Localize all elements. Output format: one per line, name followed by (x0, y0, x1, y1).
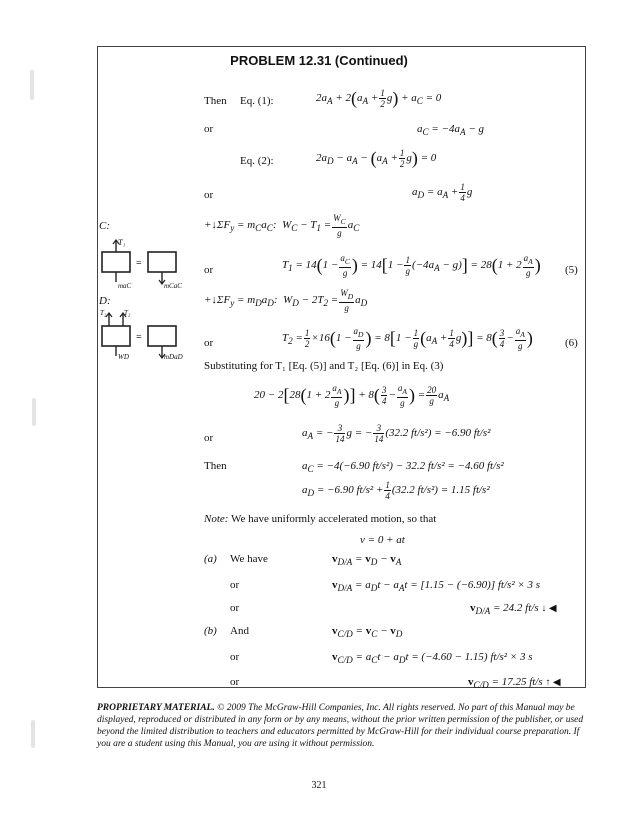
free-body-diagram-c (100, 238, 190, 288)
note-body: We have uniformly accelerated motion, so that (231, 513, 437, 525)
label-then: Then (204, 95, 227, 107)
scan-mark (30, 70, 34, 100)
footer-text: © 2009 The McGraw-Hill Companies, Inc. All rights reserved. No part of this Manual may be displayed, reproduced or distributed in any form or by any means, without the prior written permission of the publisher, or used beyond the limited distribution to teachers and educators permitted by McGraw-Hill for their individual course preparation. If you are a student using this Manual, you are using it without permission. (97, 703, 584, 749)
label-or: or (230, 579, 240, 591)
equation-17: $v_{C/D} = v_C - v_D$ (332, 625, 403, 640)
page-number: 321 (311, 780, 327, 791)
answer-a: $v_{D/A} = 24.2$ ft/s ↓ ◀ (470, 602, 557, 617)
equation-6: $T_1 = 14(1$ − $\frac{a_C}{g}$ ) = 14[1 − $\frac{1}{g}$ $(-4a_A - g)] = 28(1 + 2$ $\frac{a_A}{g}$ ) (282, 253, 541, 278)
equation-8: $T_2$ = $\frac{1}{2}$ ×16(1 − $\frac{a_D}{g}$ ) = 8[1 − $\frac{1}{g}$ ($a_A$ + $\frac{1}{4}$ g)] = 8( $\frac{3}{4}$ − $\frac{a_A}{g}$ ) (282, 326, 533, 351)
equation-number-5: (5) (565, 264, 578, 276)
equation-4: $a_D = a_A$ + $\frac{1}{4}$ g (412, 182, 473, 203)
equation-2: $a_C = -4a_A - g$ (417, 123, 484, 138)
label-and: And (230, 625, 249, 637)
svg-text:=: = (136, 258, 142, 269)
part-a-label: (a) (204, 553, 217, 565)
fbd-c-tension: T₁ (118, 238, 126, 247)
scan-mark (32, 398, 36, 426)
equation-10: $a_A$ = − $\frac{3}{14}$ g = − $\frac{3}{14}$ (32.2 ft/s²) = −6.90 ft/s² (302, 423, 491, 444)
label-or: or (204, 432, 214, 444)
label-eq2: Eq. (2): (240, 155, 274, 167)
fbd-d-inertia: mDaD (164, 353, 183, 361)
scan-mark (31, 720, 35, 748)
equation-7: $+↓\Sigma F_y = m_Da_D$: $W_D - 2T_2$ = $\frac{W_D}{g}$ $a_D$ (204, 288, 368, 313)
label-or: or (204, 337, 214, 349)
footer-copyright (97, 702, 586, 750)
equation-15: $v_{D/A} = a_Dt - a_At = [1.15 - (-6.90)] ft/s^2 \times 3$ s (332, 579, 541, 594)
note-text (204, 513, 436, 525)
fbd-d-tension-right: T₂ (124, 309, 131, 317)
equation-5: $+↓\Sigma F_y = m_Ca_C$: $W_C - T_1$ = $\frac{W_C}{g}$ $a_C$ (204, 213, 360, 238)
label-or: or (204, 189, 214, 201)
label-then: Then (204, 460, 227, 472)
label-or: or (204, 123, 214, 135)
label-or: or (204, 264, 214, 276)
label-C: C: (99, 220, 110, 232)
equation-11: $a_C = -4(-6.90$ ft/s²) − 32.2 ft/s² = −4.60 ft/s² (302, 460, 504, 475)
fbd-d-tension-left: T₂ (100, 309, 107, 317)
equation-13: v = 0 + at (360, 534, 405, 546)
part-b-label: (b) (204, 625, 217, 637)
equation-1: $2a_A + 2(a_A$ + $\frac{1}{2}$ $g) + a_C = 0$ (316, 88, 442, 109)
svg-text:=: = (136, 332, 142, 343)
equation-9: 20 − 2[28(1 + 2 $\frac{a_A}{g}$ )] + 8( $\frac{3}{4}$ − $\frac{a_A}{g}$ ) = $\frac{20}{g}$ $a_A$ (254, 383, 450, 408)
footer-bold: PROPRIETARY MATERIAL. (97, 703, 215, 713)
label-we-have: We have (230, 553, 268, 565)
equation-3: $2a_D - a_A - (a_A$ + $\frac{1}{2}$ g) = 0 (316, 148, 437, 169)
label-D: D: (99, 295, 111, 307)
equation-number-6: (6) (565, 337, 578, 349)
equation-18: $v_{C/D} = a_Ct - a_Dt = (-4.60 - 1.15) ft/s^2 \times 3$ s (332, 651, 533, 666)
page-title: PROBLEM 12.31 (Continued) (230, 53, 408, 68)
substituting-text: Substituting for T₁ [Eq. (5)] and T₂ [Eq. (6)] in Eq. (3) (204, 360, 444, 372)
note-label: Note: (204, 513, 229, 525)
equation-14: $v_{D/A} = v_D - v_A$ (332, 553, 402, 568)
label-eq1: Eq. (1): (240, 95, 274, 107)
fbd-d-weight: WD (118, 353, 129, 361)
answer-b: $v_{C/D} = 17.25$ ft/s ↑ ◀ (468, 676, 561, 691)
label-or: or (230, 651, 240, 663)
fbd-c-inertia: mCaC (164, 282, 182, 290)
label-or: or (230, 602, 240, 614)
equation-12: $a_D = -6.90$ ft/s² + $\frac{1}{4}$ (32.2 ft/s²) = 1.15 ft/s² (302, 480, 490, 501)
label-or: or (230, 676, 240, 688)
fbd-c-weight: maC (118, 282, 132, 290)
